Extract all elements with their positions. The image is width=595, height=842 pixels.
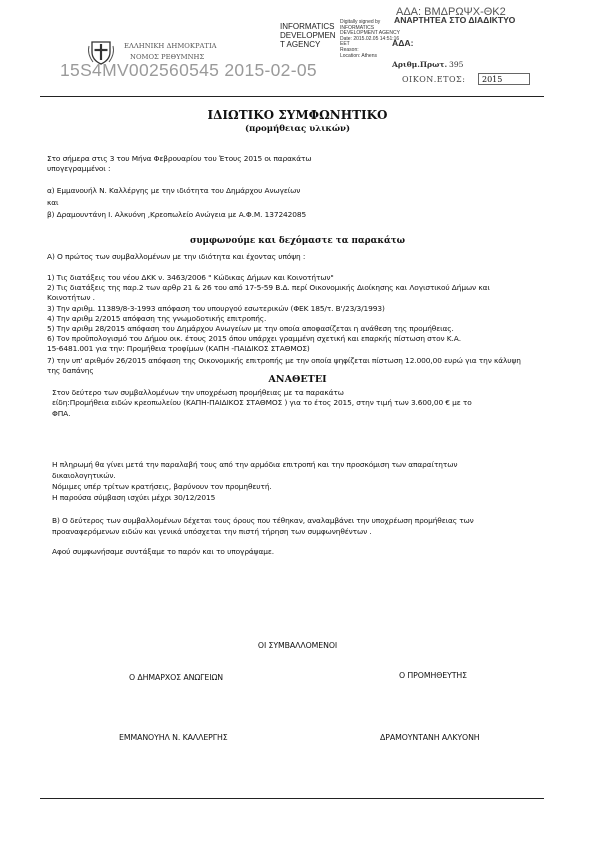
consideration-item: 7) την υπ' αριθμόν 26/2015 απόφαση της Οικονομικής επιτροπής με την οποία ψηφίζεται πίστωση 12.000,00 ευρώ για την κάλυψη: [47, 356, 521, 365]
consideration-item: 2) Τις διατάξεις της παρ.2 των αρθρ 21 & 26 του από 17-5-59 Β.Δ. περί Οικονομικής Διοίκησης και Λογιστικού Δήμων και: [47, 283, 490, 292]
closing-statement: Αφού συμφωνήσαμε συντάξαμε το παρόν και το υπογράψαμε.: [52, 547, 274, 556]
agency-line: DEVELOPMEN: [280, 31, 336, 41]
consideration-item: 4) Την αριθμ 2/2015 απόφαση της γνωμοδοτικής επιτροπής.: [47, 314, 267, 323]
mayor-name: ΕΜΜΑΝΟΥΗΛ Ν. ΚΑΛΛΕΡΓΗΣ: [119, 733, 228, 742]
signature-line: EET: [340, 41, 350, 48]
payment-text: δικαιολογητικών.: [52, 471, 116, 480]
consideration-item: 5) Την αριθμ 28/2015 απόφαση του Δημάρχου Ανωγείων με την οποία αποφασίζεται η ανάθεση της προμήθειας.: [47, 324, 454, 333]
section-b: Β) Ο δεύτερος των συμβαλλομένων δέχεται τους όρους που τέθηκαν, αναλαμβάνει την υποχρέωση προμήθειας των: [52, 516, 474, 525]
signature-line: INFORMATICS: [340, 24, 375, 31]
publish-online-stamp: ΑΝΑΡΤΗΤΕΑ ΣΤΟ ΔΙΑΔΙΚΤΥΟ: [394, 15, 516, 25]
consideration-item: 1) Τις διατάξεις του νέου ΔΚΚ ν. 3463/2006 " Κώδικας Δήμων και Κοινοτήτων": [47, 273, 334, 282]
consideration-item: 3) Την αριθμ. 11389/8-3-1993 απόφαση του υπουργού εσωτερικών (ΦΕΚ 185/τ. Β'/23/3/1993): [47, 304, 385, 313]
prefecture-label: ΝΟΜΟΣ ΡΕΘΥΜΝΗΣ: [130, 53, 205, 61]
fiscal-year-field: 2015: [478, 73, 530, 85]
signature-line: Digitally signed by: [340, 19, 381, 25]
digital-signature: [340, 20, 400, 59]
award-text: είδη:Προμήθεια ειδών κρεοπωλείου (ΚΑΠΗ-ΠΑΙΔΙΚΟΣ ΣΤΑΘΜΟΣ ) για το έτος 2015, στην τιμή των 3.600,00 € με το: [52, 398, 472, 407]
section-b: προαναφερόμενων ειδών και γενικά υπόσχεται την πιστή τήρηση των συμφωνηθέντων .: [52, 527, 372, 536]
award-text: Στον δεύτερο των συμβαλλομένων την υποχρέωση προμήθειας με τα παρακάτω: [52, 388, 344, 397]
agency-name: [280, 22, 336, 50]
protocol-label: Αριθμ.Πρωτ.: [392, 60, 448, 69]
party-a: α) Εμμανουήλ Ν. Καλλέργης με την ιδιότητα του Δημάρχου Ανωγείων: [47, 186, 301, 195]
footer-divider: [40, 798, 544, 799]
mayor-role: Ο ΔΗΜΑΡΧΟΣ ΑΝΩΓΕΙΩΝ: [129, 673, 224, 682]
ada-top-code: ΑΔΑ: ΒΜΔΡΩΨΧ-ΘΚ2: [396, 6, 506, 18]
supplier-name: ΔΡΑΜΟΥΝΤΑΝΗ ΑΛΚΥΟΝΗ: [380, 733, 480, 742]
agency-line: T AGENCY: [280, 40, 321, 50]
contract-validity: Η παρούσα σύμβαση ισχύει μέχρι 30/12/2015: [52, 493, 216, 502]
document-subtitle: (προμήθειας υλικών): [244, 124, 351, 134]
intro-line: υπογεγραμμένοι :: [47, 164, 111, 173]
intro-line: Στο σήμερα στις 3 του Μήνα Φεβρουαρίου του Έτους 2015 οι παρακάτω: [47, 154, 312, 163]
republic-label: ΕΛΛΗΝΙΚΗ ΔΗΜΟΚΡΑΤΙΑ: [124, 42, 217, 50]
supplier-role: Ο ΠΡΟΜΗΘΕΥΤΗΣ: [399, 671, 467, 680]
contracting-parties-heading: ΟΙ ΣΥΜΒΑΛΛΟΜΕΝΟΙ: [257, 641, 338, 650]
award-text: ΦΠΑ.: [52, 409, 71, 418]
signature-line: DEVELOPMENT AGENCY: [340, 30, 400, 37]
payment-text: Η πληρωμή θα γίνει μετά την παραλαβή τους από την αρμόδια επιτροπή και την προσκόμιση των απαραίτητων: [52, 460, 458, 469]
signature-line: Date: 2015.02.05 14:51:16: [340, 35, 400, 42]
conjunction: και: [47, 198, 59, 207]
award-heading: ΑΝΑΘΕΤΕΙ: [268, 374, 327, 385]
consideration-item: 6) Τον προϋπολογισμό του Δήμου οικ. έτους 2015 όπου υπάρχει γραμμένη σχετική και επαρκής πίστωση στον Κ.Α.: [47, 334, 461, 343]
consideration-item: Κοινοτήτων .: [47, 293, 95, 302]
ada-stamp-label: ΑΔΑ:: [392, 38, 414, 48]
ada-watermark: 15S4MV002560545 2015-02-05: [60, 60, 317, 80]
fiscal-year-label: ΟΙΚΟΝ.ΕΤΟΣ:: [402, 75, 466, 84]
consideration-item: 15-6481.001 για την: Προμήθεια τροφίμων (ΚΑΠΗ -ΠΑΙΔΙΚΟΣ ΣΤΑΘΜΟΣ): [47, 344, 310, 353]
agency-line: INFORMATICS: [280, 22, 335, 31]
agreement-heading: συμφωνούμε και δεχόμαστε τα παρακάτω: [189, 236, 406, 246]
document-title: ΙΔΙΩΤΙΚΟ ΣΥΜΦΩΝΗΤΙΚΟ: [207, 108, 388, 122]
consideration-item: της δαπάνης: [47, 366, 94, 375]
header-divider: [40, 96, 544, 97]
payment-text: Νόμιμες υπέρ τρίτων κρατήσεις, βαρύνουν τον προμηθευτή.: [52, 482, 272, 491]
signature-line: Reason:: [340, 46, 359, 53]
protocol-number: 395: [449, 60, 464, 69]
party-b: β) Δραμουντάνη Ι. Αλκυόνη ,Κρεοπωλείο Ανώγεια με Α.Φ.Μ. 137242085: [47, 210, 307, 219]
section-a-intro: Α) Ο πρώτος των συμβαλλομένων με την ιδιότητα και έχοντας υπόψη :: [47, 252, 306, 261]
signature-line: Location: Athens: [340, 52, 377, 59]
